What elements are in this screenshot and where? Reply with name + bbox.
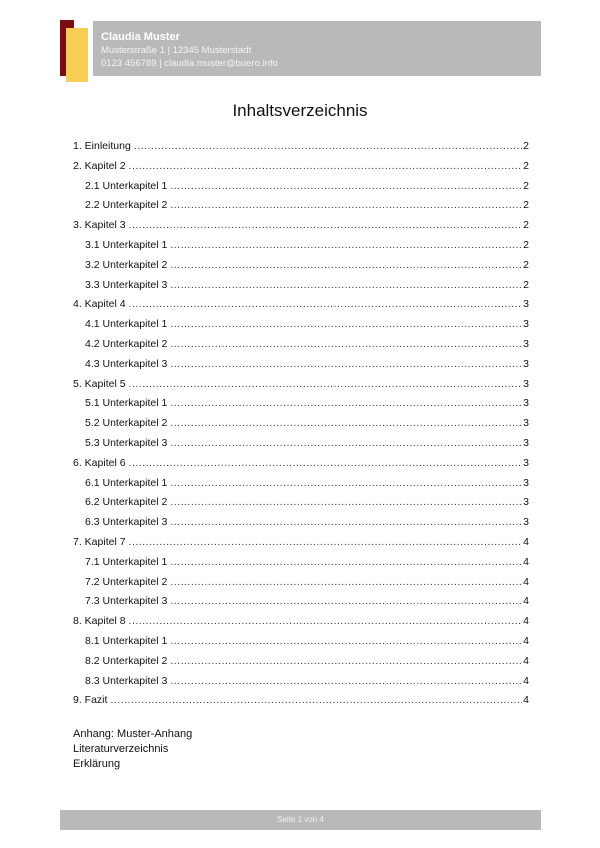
toc-entry-page: 4 xyxy=(523,634,529,647)
toc-entry-label: 7.3 Unterkapitel 3 xyxy=(85,595,168,608)
toc-entry-label: 5.1 Unterkapitel 1 xyxy=(85,397,168,410)
toc-entry-page: 3 xyxy=(523,357,529,370)
toc-entry-label: 9. Fazit xyxy=(73,694,108,707)
toc-entry-label: 6. Kapitel 6 xyxy=(73,456,126,469)
toc-entry-label: 4.1 Unterkapitel 1 xyxy=(85,318,168,331)
toc-entry-label: 5.3 Unterkapitel 3 xyxy=(85,436,168,449)
author-address: Musterstraße 1 | 12345 Musterstadt xyxy=(101,45,252,56)
toc-entry-page: 4 xyxy=(523,535,529,548)
letterhead xyxy=(93,21,541,76)
toc-entry-page: 4 xyxy=(523,694,529,707)
toc-entry-label: 8.3 Unterkapitel 3 xyxy=(85,674,168,687)
toc-entry-page: 3 xyxy=(523,516,529,529)
toc-entry[interactable] xyxy=(73,257,529,277)
toc-entry-page: 3 xyxy=(523,397,529,410)
toc-dot-leader xyxy=(129,613,523,629)
toc-dot-leader xyxy=(170,316,522,332)
page-title: Inhaltsverzeichnis xyxy=(232,101,368,120)
toc-entry-label: 4.2 Unterkapitel 2 xyxy=(85,337,168,350)
toc-dot-leader xyxy=(170,673,522,689)
toc-dot-leader xyxy=(134,138,522,154)
toc-entry[interactable] xyxy=(73,237,529,257)
toc-entry-label: 4. Kapitel 4 xyxy=(73,298,126,311)
toc-dot-leader xyxy=(170,197,522,213)
toc-entry-page: 3 xyxy=(523,476,529,489)
toc-entry-label: 7.1 Unterkapitel 1 xyxy=(85,555,168,568)
toc-dot-leader xyxy=(129,296,523,312)
toc-entry-label: 2.1 Unterkapitel 1 xyxy=(85,179,168,192)
toc-dot-leader xyxy=(170,514,522,530)
author-contact: 0123 456789 | claudia.muster@buero.info xyxy=(101,58,278,69)
toc-dot-leader xyxy=(170,237,522,253)
toc-dot-leader xyxy=(170,178,522,194)
toc-entry[interactable] xyxy=(73,277,529,297)
toc-entry-page: 2 xyxy=(523,199,529,212)
toc-entry[interactable] xyxy=(73,197,529,217)
toc-entry[interactable] xyxy=(73,633,529,653)
toc-entry-label: 3.3 Unterkapitel 3 xyxy=(85,278,168,291)
toc-entry-label: 1. Einleitung xyxy=(73,140,131,152)
toc-entry-page: 2 xyxy=(523,179,529,192)
toc-entry-label: 5. Kapitel 5 xyxy=(73,377,126,390)
toc-dot-leader xyxy=(110,692,522,708)
toc-entry[interactable] xyxy=(73,673,529,693)
toc-entry-page: 4 xyxy=(523,555,529,568)
toc-entry-page: 4 xyxy=(523,615,529,628)
toc-dot-leader xyxy=(170,356,522,372)
toc-dot-leader xyxy=(129,455,523,471)
toc-entry-label: 8.1 Unterkapitel 1 xyxy=(85,634,168,647)
toc-entry[interactable] xyxy=(73,217,529,237)
toc-dot-leader xyxy=(170,494,522,510)
toc-dot-leader xyxy=(170,435,522,451)
toc-entry-page: 2 xyxy=(523,140,529,152)
toc-dot-leader xyxy=(129,158,523,174)
toc-entry-label: 7. Kapitel 7 xyxy=(73,535,126,548)
toc-entry[interactable] xyxy=(73,574,529,594)
toc-entry-label: 5.2 Unterkapitel 2 xyxy=(85,417,168,430)
toc-entry-page: 3 xyxy=(523,377,529,390)
toc-entry-page: 4 xyxy=(523,575,529,588)
toc-entry[interactable] xyxy=(73,138,529,158)
toc-entry-page: 3 xyxy=(523,298,529,311)
toc-entry[interactable] xyxy=(73,158,529,178)
toc-entry-label: 3. Kapitel 3 xyxy=(73,219,126,232)
toc-entry[interactable] xyxy=(73,356,529,376)
toc-dot-leader xyxy=(170,395,522,411)
toc-entry[interactable] xyxy=(73,316,529,336)
appendix-list xyxy=(73,727,192,772)
appendix-item: Erklärung xyxy=(73,758,121,770)
toc-entry-label: 8.2 Unterkapitel 2 xyxy=(85,654,168,667)
toc-entry-page: 3 xyxy=(523,318,529,331)
appendix-item: Anhang: Muster-Anhang xyxy=(73,728,193,740)
toc-entry[interactable] xyxy=(73,494,529,514)
toc-entry[interactable] xyxy=(73,534,529,554)
toc-entry[interactable] xyxy=(73,475,529,495)
toc-entry-label: 3.1 Unterkapitel 1 xyxy=(85,238,168,251)
toc-entry-label: 6.1 Unterkapitel 1 xyxy=(85,476,168,489)
toc-entry-label: 6.2 Unterkapitel 2 xyxy=(85,496,168,509)
toc-dot-leader xyxy=(170,633,522,649)
toc-entry[interactable] xyxy=(73,593,529,613)
toc-entry-label: 7.2 Unterkapitel 2 xyxy=(85,575,168,588)
toc-entry[interactable] xyxy=(73,514,529,534)
toc-dot-leader xyxy=(170,277,522,293)
toc-entry-page: 3 xyxy=(523,337,529,350)
toc-entry-page: 3 xyxy=(523,456,529,469)
toc-entry-page: 2 xyxy=(523,219,529,232)
toc-entry-page: 2 xyxy=(523,159,529,172)
toc-entry[interactable] xyxy=(73,455,529,475)
toc-dot-leader xyxy=(170,475,522,491)
toc-dot-leader xyxy=(170,593,522,609)
toc-entry-label: 8. Kapitel 8 xyxy=(73,615,126,628)
toc-dot-leader xyxy=(170,554,522,570)
toc-dot-leader xyxy=(170,415,522,431)
toc-entry-label: 2.2 Unterkapitel 2 xyxy=(85,199,168,212)
toc-entry[interactable] xyxy=(73,653,529,673)
toc-entry-page: 2 xyxy=(523,238,529,251)
toc-dot-leader xyxy=(129,534,523,550)
toc-entry-label: 3.2 Unterkapitel 2 xyxy=(85,258,168,271)
toc-entry[interactable] xyxy=(73,692,529,712)
toc-entry[interactable] xyxy=(73,554,529,574)
toc-entry-page: 4 xyxy=(523,595,529,608)
toc-dot-leader xyxy=(170,653,522,669)
toc-dot-leader xyxy=(129,376,523,392)
toc-entry-page: 2 xyxy=(523,258,529,271)
toc-entry-page: 3 xyxy=(523,417,529,430)
toc-entry[interactable] xyxy=(73,415,529,435)
toc-entry[interactable] xyxy=(73,376,529,396)
toc-entry-page: 2 xyxy=(523,278,529,291)
toc-entry-label: 4.3 Unterkapitel 3 xyxy=(85,357,168,370)
toc-entry-page: 3 xyxy=(523,436,529,449)
author-name: Claudia Muster xyxy=(101,31,180,43)
toc-dot-leader xyxy=(170,574,522,590)
toc-entry[interactable] xyxy=(73,395,529,415)
toc-dot-leader xyxy=(170,257,522,273)
toc-entry-label: 2. Kapitel 2 xyxy=(73,159,126,172)
toc-entry-page: 4 xyxy=(523,654,529,667)
toc-entry-page: 4 xyxy=(523,674,529,687)
table-of-contents xyxy=(73,138,529,712)
toc-entry[interactable] xyxy=(73,435,529,455)
toc-entry[interactable] xyxy=(73,613,529,633)
toc-entry[interactable] xyxy=(73,296,529,316)
appendix-item: Literaturverzeichnis xyxy=(73,743,169,755)
toc-dot-leader xyxy=(170,336,522,352)
toc-entry-label: 6.3 Unterkapitel 3 xyxy=(85,516,168,529)
page-footer xyxy=(60,810,541,830)
page-number: Seite 1 von 4 xyxy=(277,815,324,824)
header-accent-yellow xyxy=(66,28,88,82)
toc-dot-leader xyxy=(129,217,523,233)
toc-entry[interactable] xyxy=(73,336,529,356)
toc-entry-page: 3 xyxy=(523,496,529,509)
toc-entry[interactable] xyxy=(73,178,529,198)
